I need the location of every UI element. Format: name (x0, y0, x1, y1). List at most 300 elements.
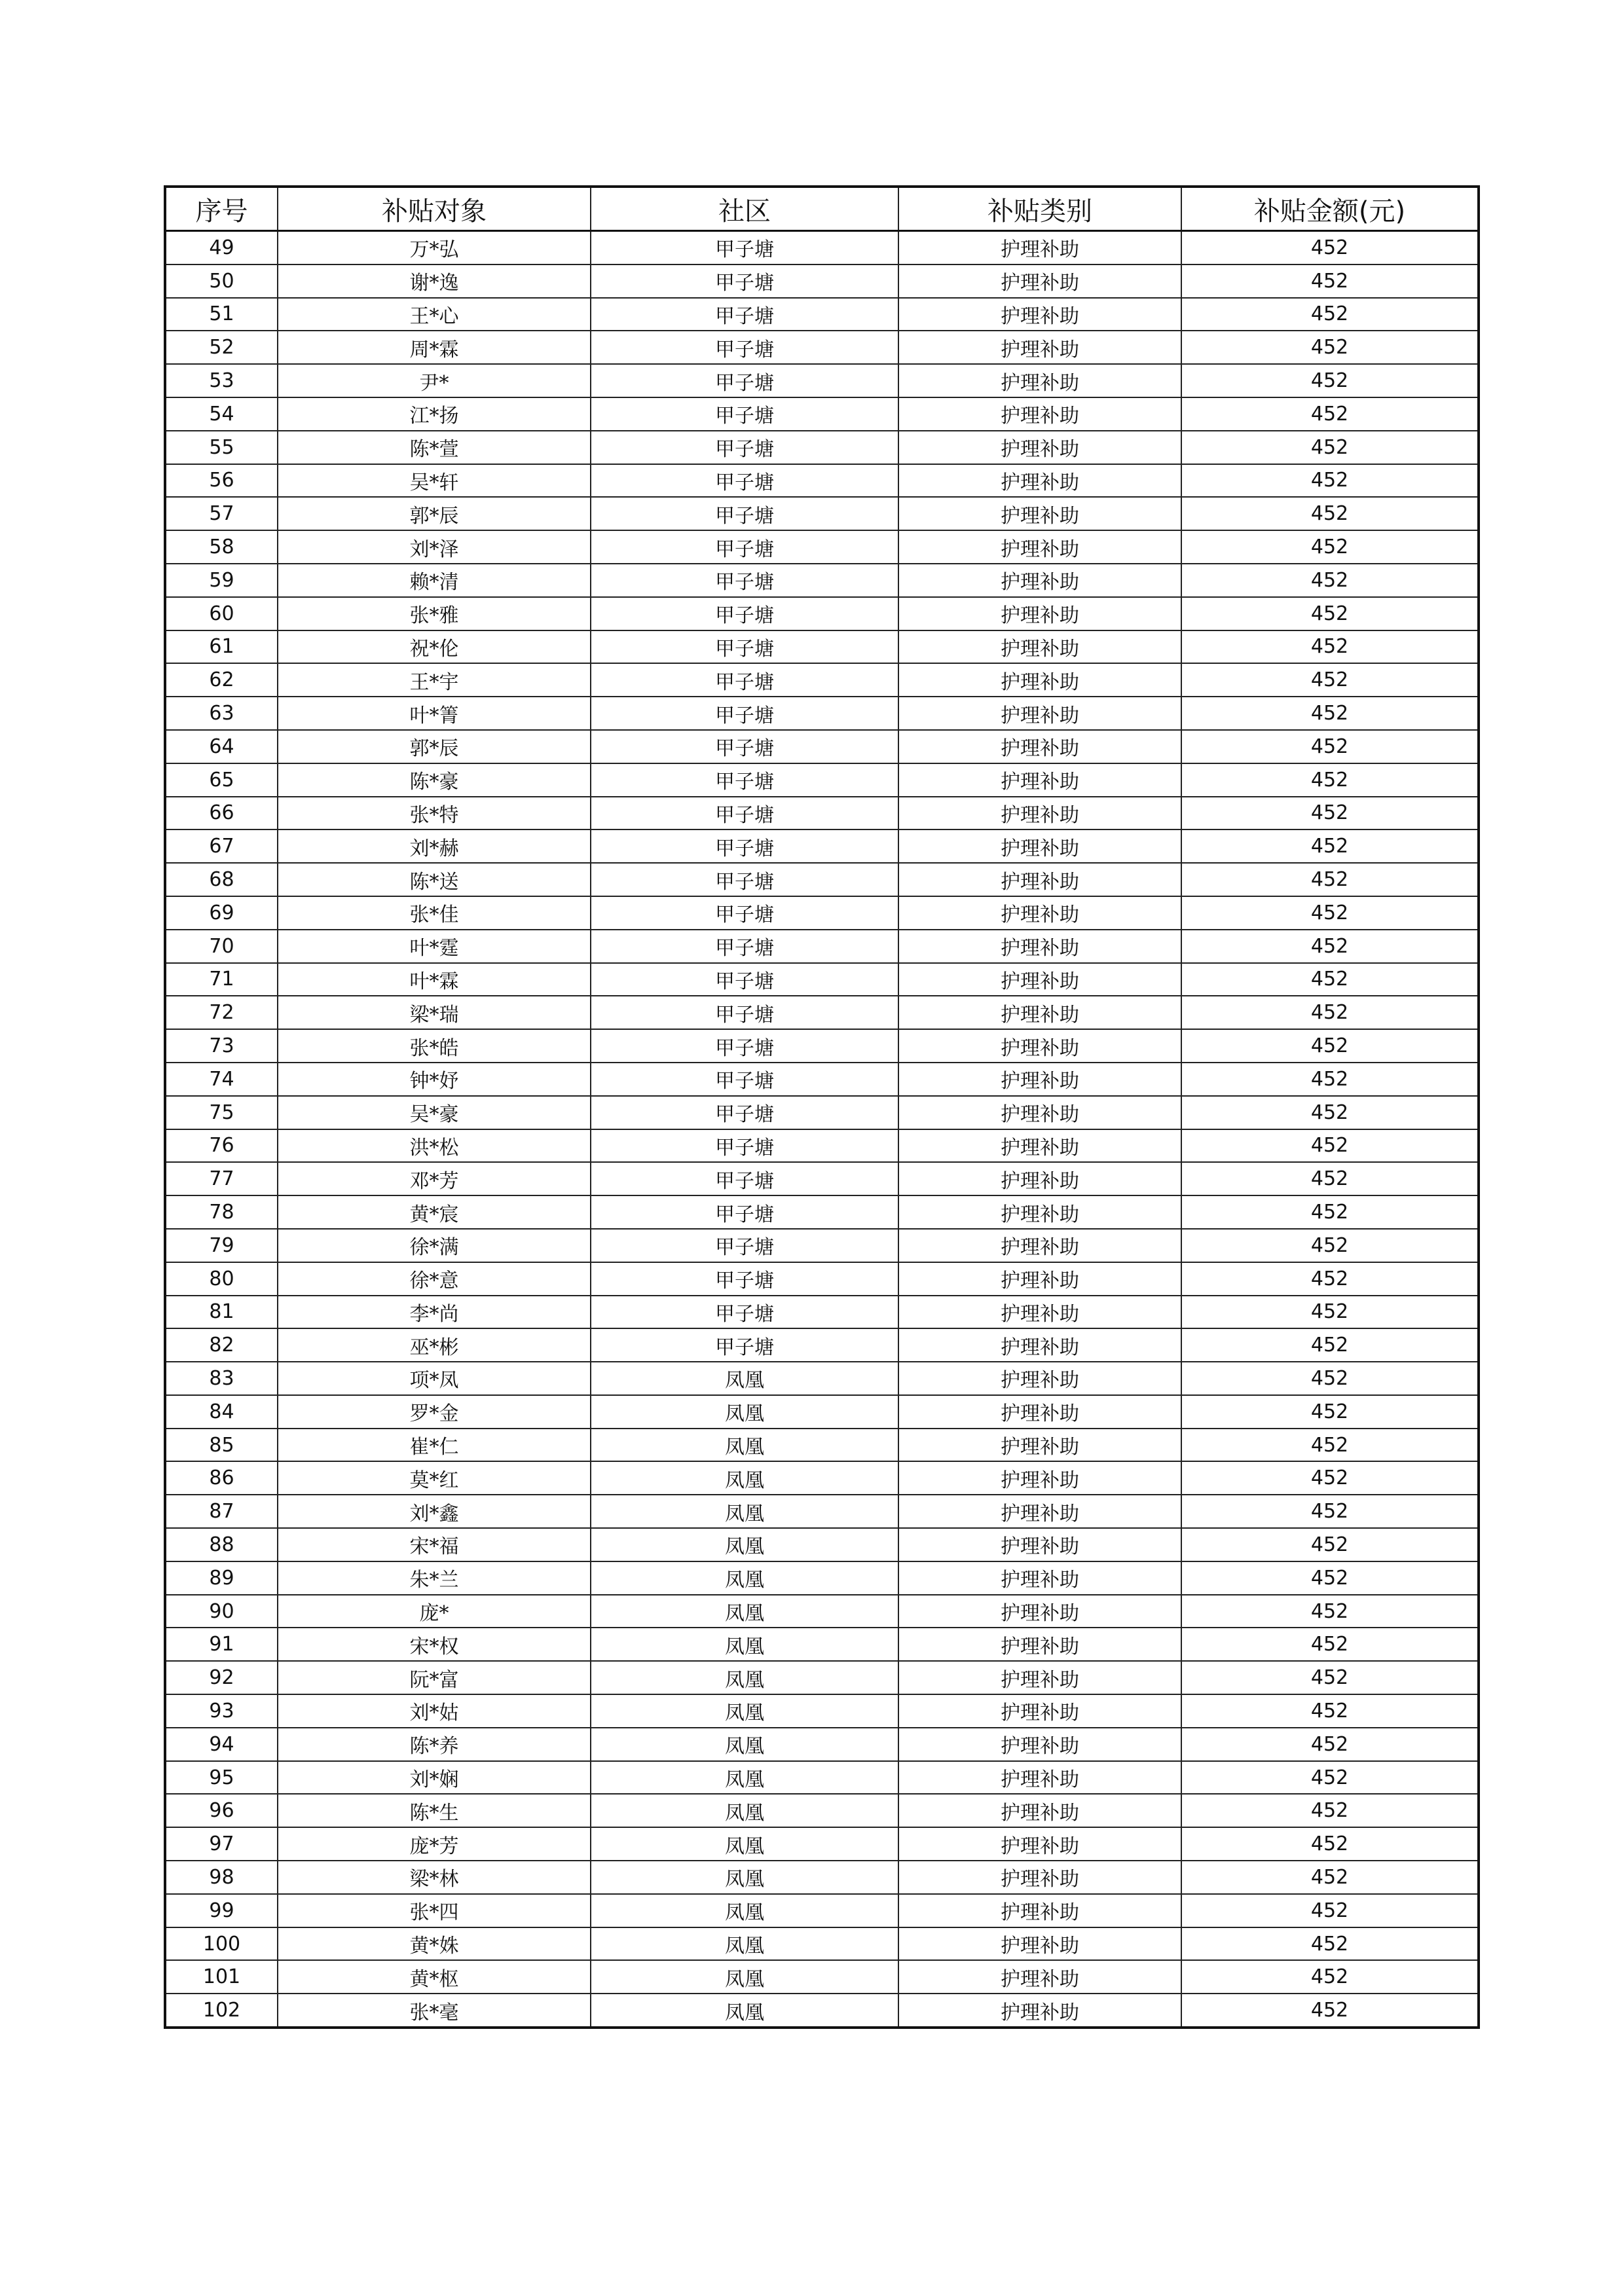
category-cell: 护理补助 (898, 431, 1181, 464)
recipient-name-cell: 徐*意 (278, 1262, 591, 1296)
amount-cell: 452 (1181, 863, 1479, 896)
recipient-name-cell: 陈*养 (278, 1728, 591, 1761)
row-index-cell: 78 (165, 1195, 278, 1229)
community-cell: 甲子塘 (591, 1262, 898, 1296)
category-cell: 护理补助 (898, 1894, 1181, 1927)
row-index-cell: 71 (165, 963, 278, 996)
table-row (165, 1362, 1479, 1395)
amount-cell: 452 (1181, 963, 1479, 996)
recipient-name-cell: 巫*彬 (278, 1328, 591, 1362)
row-index-cell: 89 (165, 1561, 278, 1595)
category-cell: 护理补助 (898, 1129, 1181, 1163)
amount-cell: 452 (1181, 1628, 1479, 1661)
amount-cell: 452 (1181, 1328, 1479, 1362)
recipient-name-cell: 吴*豪 (278, 1096, 591, 1129)
amount-cell: 452 (1181, 1063, 1479, 1096)
category-cell: 护理补助 (898, 1096, 1181, 1129)
category-cell: 护理补助 (898, 1595, 1181, 1628)
header-category: 补贴类别 (898, 187, 1181, 231)
table-row (165, 464, 1479, 498)
row-index-cell: 62 (165, 663, 278, 697)
table-row (165, 397, 1479, 431)
amount-cell: 452 (1181, 829, 1479, 863)
row-index-cell: 81 (165, 1296, 278, 1329)
row-index-cell: 49 (165, 231, 278, 264)
row-index-cell: 75 (165, 1096, 278, 1129)
amount-cell: 452 (1181, 1561, 1479, 1595)
amount-cell: 452 (1181, 397, 1479, 431)
recipient-name-cell: 张*特 (278, 797, 591, 830)
category-cell: 护理补助 (898, 1994, 1181, 2028)
community-cell: 甲子塘 (591, 597, 898, 630)
row-index-cell: 63 (165, 697, 278, 730)
table-row (165, 1461, 1479, 1495)
recipient-name-cell: 庞*芳 (278, 1827, 591, 1861)
recipient-name-cell: 崔*仁 (278, 1429, 591, 1462)
amount-cell: 452 (1181, 930, 1479, 963)
recipient-name-cell: 江*扬 (278, 397, 591, 431)
table-header (165, 187, 1479, 231)
table-row (165, 1262, 1479, 1296)
community-cell: 甲子塘 (591, 1129, 898, 1163)
amount-cell: 452 (1181, 996, 1479, 1029)
header-recipient: 补贴对象 (278, 187, 591, 231)
amount-cell: 452 (1181, 1262, 1479, 1296)
category-cell: 护理补助 (898, 1761, 1181, 1795)
row-index-cell: 80 (165, 1262, 278, 1296)
amount-cell: 452 (1181, 1960, 1479, 1994)
row-index-cell: 96 (165, 1794, 278, 1827)
category-cell: 护理补助 (898, 364, 1181, 397)
recipient-name-cell: 徐*满 (278, 1229, 591, 1262)
table-row (165, 1894, 1479, 1927)
table-row (165, 730, 1479, 763)
category-cell: 护理补助 (898, 1728, 1181, 1761)
header-community: 社区 (591, 187, 898, 231)
recipient-name-cell: 谢*逸 (278, 264, 591, 298)
amount-cell: 452 (1181, 464, 1479, 498)
recipient-name-cell: 邓*芳 (278, 1162, 591, 1195)
recipient-name-cell: 赖*清 (278, 564, 591, 597)
recipient-name-cell: 陈*萱 (278, 431, 591, 464)
table-row (165, 1561, 1479, 1595)
category-cell: 护理补助 (898, 1296, 1181, 1329)
table-row (165, 797, 1479, 830)
amount-cell: 452 (1181, 630, 1479, 664)
table-row (165, 1096, 1479, 1129)
amount-cell: 452 (1181, 1994, 1479, 2028)
table-row (165, 1661, 1479, 1694)
amount-cell: 452 (1181, 231, 1479, 264)
table-row (165, 697, 1479, 730)
recipient-name-cell: 叶*霖 (278, 963, 591, 996)
row-index-cell: 68 (165, 863, 278, 896)
community-cell: 甲子塘 (591, 1229, 898, 1262)
amount-cell: 452 (1181, 1362, 1479, 1395)
amount-cell: 452 (1181, 896, 1479, 930)
recipient-name-cell: 罗*金 (278, 1395, 591, 1429)
row-index-cell: 66 (165, 797, 278, 830)
row-index-cell: 50 (165, 264, 278, 298)
row-index-cell: 79 (165, 1229, 278, 1262)
category-cell: 护理补助 (898, 564, 1181, 597)
recipient-name-cell: 黄*宸 (278, 1195, 591, 1229)
recipient-name-cell: 张*四 (278, 1894, 591, 1927)
row-index-cell: 102 (165, 1994, 278, 2028)
table-row (165, 597, 1479, 630)
table-row (165, 564, 1479, 597)
recipient-name-cell: 王*心 (278, 298, 591, 331)
recipient-name-cell: 刘*赫 (278, 829, 591, 863)
category-cell: 护理补助 (898, 1461, 1181, 1495)
row-index-cell: 69 (165, 896, 278, 930)
row-index-cell: 74 (165, 1063, 278, 1096)
header-amount: 补贴金额(元) (1181, 187, 1479, 231)
amount-cell: 452 (1181, 730, 1479, 763)
header-index: 序号 (165, 187, 278, 231)
row-index-cell: 97 (165, 1827, 278, 1861)
row-index-cell: 53 (165, 364, 278, 397)
table-row (165, 1528, 1479, 1561)
subsidy-table-sheet (164, 185, 1477, 2029)
recipient-name-cell: 项*凤 (278, 1362, 591, 1395)
community-cell: 甲子塘 (591, 530, 898, 564)
community-cell: 甲子塘 (591, 1296, 898, 1329)
table-row (165, 1195, 1479, 1229)
amount-cell: 452 (1181, 1461, 1479, 1495)
amount-cell: 452 (1181, 697, 1479, 730)
recipient-name-cell: 陈*生 (278, 1794, 591, 1827)
category-cell: 护理补助 (898, 630, 1181, 664)
table-row (165, 1063, 1479, 1096)
amount-cell: 452 (1181, 1229, 1479, 1262)
category-cell: 护理补助 (898, 1827, 1181, 1861)
amount-cell: 452 (1181, 1761, 1479, 1795)
table-row (165, 1827, 1479, 1861)
category-cell: 护理补助 (898, 1429, 1181, 1462)
community-cell: 凤凰 (591, 1528, 898, 1561)
category-cell: 护理补助 (898, 397, 1181, 431)
table-row (165, 1761, 1479, 1795)
recipient-name-cell: 周*霖 (278, 331, 591, 364)
table-row (165, 1395, 1479, 1429)
amount-cell: 452 (1181, 1661, 1479, 1694)
community-cell: 甲子塘 (591, 298, 898, 331)
recipient-name-cell: 刘*姑 (278, 1694, 591, 1728)
table-row (165, 1129, 1479, 1163)
category-cell: 护理补助 (898, 597, 1181, 630)
community-cell: 凤凰 (591, 1861, 898, 1894)
table-row (165, 663, 1479, 697)
recipient-name-cell: 刘*泽 (278, 530, 591, 564)
table-row (165, 930, 1479, 963)
category-cell: 护理补助 (898, 1927, 1181, 1961)
category-cell: 护理补助 (898, 863, 1181, 896)
amount-cell: 452 (1181, 1794, 1479, 1827)
table-row (165, 331, 1479, 364)
community-cell: 凤凰 (591, 1661, 898, 1694)
table-row (165, 1960, 1479, 1994)
category-cell: 护理补助 (898, 663, 1181, 697)
category-cell: 护理补助 (898, 497, 1181, 530)
recipient-name-cell: 陈*豪 (278, 763, 591, 797)
community-cell: 甲子塘 (591, 930, 898, 963)
recipient-name-cell: 宋*福 (278, 1528, 591, 1561)
category-cell: 护理补助 (898, 1794, 1181, 1827)
category-cell: 护理补助 (898, 963, 1181, 996)
community-cell: 凤凰 (591, 1927, 898, 1961)
recipient-name-cell: 叶*霆 (278, 930, 591, 963)
amount-cell: 452 (1181, 431, 1479, 464)
community-cell: 凤凰 (591, 1628, 898, 1661)
community-cell: 凤凰 (591, 1561, 898, 1595)
community-cell: 凤凰 (591, 1595, 898, 1628)
category-cell: 护理补助 (898, 231, 1181, 264)
table-row (165, 1162, 1479, 1195)
category-cell: 护理补助 (898, 829, 1181, 863)
recipient-name-cell: 郭*辰 (278, 497, 591, 530)
category-cell: 护理补助 (898, 1229, 1181, 1262)
table-body (165, 231, 1479, 2028)
community-cell: 甲子塘 (591, 397, 898, 431)
community-cell: 凤凰 (591, 1461, 898, 1495)
category-cell: 护理补助 (898, 1395, 1181, 1429)
row-index-cell: 61 (165, 630, 278, 664)
category-cell: 护理补助 (898, 464, 1181, 498)
row-index-cell: 64 (165, 730, 278, 763)
amount-cell: 452 (1181, 1395, 1479, 1429)
category-cell: 护理补助 (898, 1262, 1181, 1296)
row-index-cell: 87 (165, 1495, 278, 1528)
community-cell: 甲子塘 (591, 231, 898, 264)
category-cell: 护理补助 (898, 1063, 1181, 1096)
amount-cell: 452 (1181, 264, 1479, 298)
table-row (165, 1628, 1479, 1661)
row-index-cell: 98 (165, 1861, 278, 1894)
recipient-name-cell: 张*毫 (278, 1994, 591, 2028)
recipient-name-cell: 张*皓 (278, 1029, 591, 1063)
row-index-cell: 72 (165, 996, 278, 1029)
community-cell: 凤凰 (591, 1728, 898, 1761)
community-cell: 甲子塘 (591, 963, 898, 996)
table-row (165, 1794, 1479, 1827)
recipient-name-cell: 梁*瑞 (278, 996, 591, 1029)
table-row (165, 1029, 1479, 1063)
community-cell: 凤凰 (591, 1761, 898, 1795)
row-index-cell: 90 (165, 1595, 278, 1628)
community-cell: 甲子塘 (591, 763, 898, 797)
recipient-name-cell: 庞* (278, 1595, 591, 1628)
recipient-name-cell: 吴*轩 (278, 464, 591, 498)
table-row (165, 298, 1479, 331)
table-row (165, 863, 1479, 896)
category-cell: 护理补助 (898, 1495, 1181, 1528)
row-index-cell: 93 (165, 1694, 278, 1728)
category-cell: 护理补助 (898, 1195, 1181, 1229)
table-row (165, 1229, 1479, 1262)
recipient-name-cell: 郭*辰 (278, 730, 591, 763)
amount-cell: 452 (1181, 530, 1479, 564)
category-cell: 护理补助 (898, 1628, 1181, 1661)
recipient-name-cell: 陈*送 (278, 863, 591, 896)
table-row (165, 1296, 1479, 1329)
table-row (165, 1495, 1479, 1528)
row-index-cell: 65 (165, 763, 278, 797)
recipient-name-cell: 黄*姝 (278, 1927, 591, 1961)
category-cell: 护理补助 (898, 1661, 1181, 1694)
community-cell: 甲子塘 (591, 497, 898, 530)
recipient-name-cell: 黄*枢 (278, 1960, 591, 1994)
table-row (165, 1728, 1479, 1761)
row-index-cell: 101 (165, 1960, 278, 1994)
row-index-cell: 51 (165, 298, 278, 331)
category-cell: 护理补助 (898, 1960, 1181, 1994)
amount-cell: 452 (1181, 1927, 1479, 1961)
community-cell: 甲子塘 (591, 1328, 898, 1362)
community-cell: 凤凰 (591, 1960, 898, 1994)
category-cell: 护理补助 (898, 1561, 1181, 1595)
category-cell: 护理补助 (898, 1328, 1181, 1362)
table-row (165, 1694, 1479, 1728)
category-cell: 护理补助 (898, 763, 1181, 797)
row-index-cell: 52 (165, 331, 278, 364)
amount-cell: 452 (1181, 1296, 1479, 1329)
table-row (165, 1927, 1479, 1961)
community-cell: 甲子塘 (591, 1096, 898, 1129)
category-cell: 护理补助 (898, 1861, 1181, 1894)
row-index-cell: 58 (165, 530, 278, 564)
category-cell: 护理补助 (898, 1029, 1181, 1063)
community-cell: 甲子塘 (591, 431, 898, 464)
recipient-name-cell: 刘*鑫 (278, 1495, 591, 1528)
community-cell: 凤凰 (591, 1395, 898, 1429)
table-row (165, 963, 1479, 996)
amount-cell: 452 (1181, 1429, 1479, 1462)
row-index-cell: 95 (165, 1761, 278, 1795)
community-cell: 凤凰 (591, 1694, 898, 1728)
row-index-cell: 83 (165, 1362, 278, 1395)
row-index-cell: 85 (165, 1429, 278, 1462)
row-index-cell: 82 (165, 1328, 278, 1362)
community-cell: 凤凰 (591, 1794, 898, 1827)
community-cell: 甲子塘 (591, 464, 898, 498)
row-index-cell: 59 (165, 564, 278, 597)
category-cell: 护理补助 (898, 264, 1181, 298)
community-cell: 甲子塘 (591, 863, 898, 896)
amount-cell: 452 (1181, 1495, 1479, 1528)
amount-cell: 452 (1181, 1162, 1479, 1195)
table-row (165, 763, 1479, 797)
recipient-name-cell: 莫*红 (278, 1461, 591, 1495)
community-cell: 甲子塘 (591, 797, 898, 830)
table-row (165, 497, 1479, 530)
category-cell: 护理补助 (898, 730, 1181, 763)
amount-cell: 452 (1181, 1528, 1479, 1561)
row-index-cell: 92 (165, 1661, 278, 1694)
community-cell: 甲子塘 (591, 996, 898, 1029)
amount-cell: 452 (1181, 1129, 1479, 1163)
table-row (165, 431, 1479, 464)
amount-cell: 452 (1181, 497, 1479, 530)
community-cell: 甲子塘 (591, 331, 898, 364)
amount-cell: 452 (1181, 1096, 1479, 1129)
community-cell: 凤凰 (591, 1362, 898, 1395)
community-cell: 甲子塘 (591, 1162, 898, 1195)
amount-cell: 452 (1181, 298, 1479, 331)
row-index-cell: 54 (165, 397, 278, 431)
category-cell: 护理补助 (898, 1528, 1181, 1561)
amount-cell: 452 (1181, 331, 1479, 364)
amount-cell: 452 (1181, 364, 1479, 397)
community-cell: 甲子塘 (591, 730, 898, 763)
recipient-name-cell: 祝*伦 (278, 630, 591, 664)
table-row (165, 1328, 1479, 1362)
community-cell: 凤凰 (591, 1827, 898, 1861)
community-cell: 甲子塘 (591, 364, 898, 397)
amount-cell: 452 (1181, 797, 1479, 830)
recipient-name-cell: 钟*妤 (278, 1063, 591, 1096)
amount-cell: 452 (1181, 1861, 1479, 1894)
table-row (165, 896, 1479, 930)
row-index-cell: 55 (165, 431, 278, 464)
community-cell: 甲子塘 (591, 1029, 898, 1063)
row-index-cell: 94 (165, 1728, 278, 1761)
recipient-name-cell: 王*宇 (278, 663, 591, 697)
category-cell: 护理补助 (898, 930, 1181, 963)
row-index-cell: 56 (165, 464, 278, 498)
category-cell: 护理补助 (898, 298, 1181, 331)
community-cell: 甲子塘 (591, 564, 898, 597)
recipient-name-cell: 朱*兰 (278, 1561, 591, 1595)
community-cell: 甲子塘 (591, 896, 898, 930)
row-index-cell: 60 (165, 597, 278, 630)
amount-cell: 452 (1181, 1029, 1479, 1063)
amount-cell: 452 (1181, 564, 1479, 597)
recipient-name-cell: 刘*娴 (278, 1761, 591, 1795)
recipient-name-cell: 万*弘 (278, 231, 591, 264)
recipient-name-cell: 阮*富 (278, 1661, 591, 1694)
recipient-name-cell: 张*佳 (278, 896, 591, 930)
table-row (165, 264, 1479, 298)
table-row (165, 996, 1479, 1029)
recipient-name-cell: 张*雅 (278, 597, 591, 630)
row-index-cell: 84 (165, 1395, 278, 1429)
table-row (165, 364, 1479, 397)
community-cell: 凤凰 (591, 1495, 898, 1528)
community-cell: 甲子塘 (591, 663, 898, 697)
category-cell: 护理补助 (898, 797, 1181, 830)
row-index-cell: 99 (165, 1894, 278, 1927)
community-cell: 甲子塘 (591, 630, 898, 664)
table-row (165, 1861, 1479, 1894)
community-cell: 甲子塘 (591, 697, 898, 730)
recipient-name-cell: 叶*箐 (278, 697, 591, 730)
amount-cell: 452 (1181, 763, 1479, 797)
community-cell: 甲子塘 (591, 1063, 898, 1096)
row-index-cell: 70 (165, 930, 278, 963)
category-cell: 护理补助 (898, 1694, 1181, 1728)
recipient-name-cell: 李*尚 (278, 1296, 591, 1329)
table-row (165, 231, 1479, 264)
row-index-cell: 88 (165, 1528, 278, 1561)
table-row (165, 530, 1479, 564)
category-cell: 护理补助 (898, 996, 1181, 1029)
community-cell: 甲子塘 (591, 829, 898, 863)
amount-cell: 452 (1181, 1595, 1479, 1628)
row-index-cell: 77 (165, 1162, 278, 1195)
amount-cell: 452 (1181, 663, 1479, 697)
category-cell: 护理补助 (898, 1162, 1181, 1195)
